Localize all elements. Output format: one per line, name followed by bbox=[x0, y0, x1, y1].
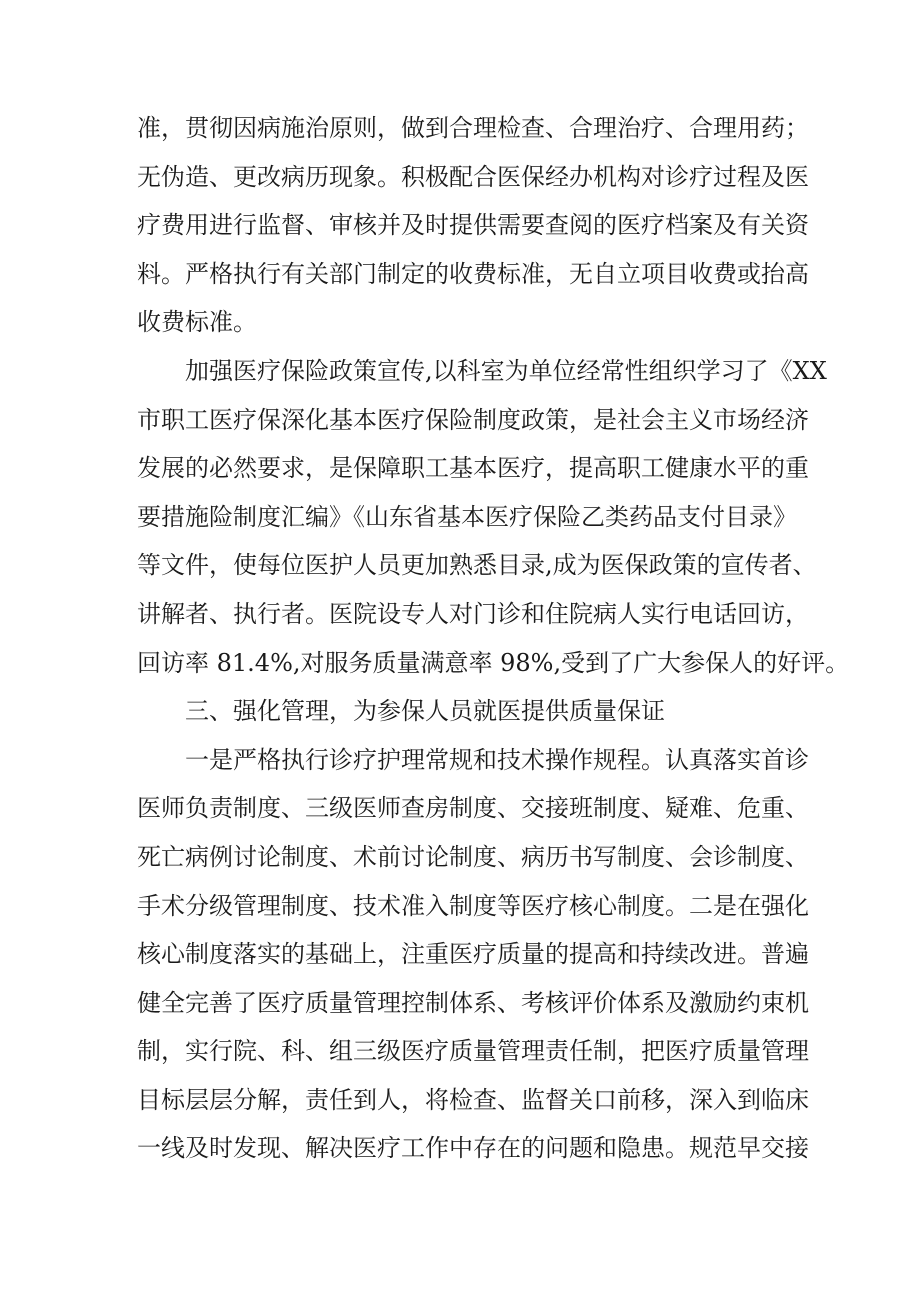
body-text bbox=[137, 104, 850, 1173]
paragraph-3 bbox=[137, 736, 809, 1173]
text-line: 一线及时发现、解决医疗工作中存在的问题和隐患。规范早交接 bbox=[137, 1134, 809, 1163]
text-line: 制，实行院、科、组三级医疗质量管理责任制，把医疗质量管理 bbox=[137, 1037, 809, 1066]
text-line: 市职工医疗保深化基本医疗保险制度政策，是社会主义市场经济 bbox=[137, 405, 809, 434]
text-line: 目标层层分解，责任到人，将检查、监督关口前移，深入到临床 bbox=[137, 1085, 809, 1114]
text-line: 无伪造、更改病历现象。积极配合医保经办机构对诊疗过程及医 bbox=[137, 162, 809, 191]
section-heading bbox=[137, 687, 797, 736]
text-line: 回访率 81.4%,对服务质量满意率 98%,受到了广大参保人的好评。 bbox=[137, 648, 850, 677]
paragraph-2 bbox=[137, 347, 850, 687]
text-line: 核心制度落实的基础上，注重医疗质量的提高和持续改进。普遍 bbox=[137, 940, 809, 969]
paragraph-1 bbox=[137, 104, 809, 347]
text-line: 一是严格执行诊疗护理常规和技术操作规程。认真落实首诊 bbox=[185, 745, 809, 774]
text-line: 加强医疗保险政策宣传,以科室为单位经常性组织学习了《XX bbox=[185, 356, 827, 385]
text-line: 健全完善了医疗质量管理控制体系、考核评价体系及激励约束机 bbox=[137, 988, 809, 1017]
text-line: 料。严格执行有关部门制定的收费标准，无自立项目收费或抬高 bbox=[137, 259, 809, 288]
heading-line: 三、强化管理，为参保人员就医提供质量保证 bbox=[185, 697, 665, 726]
text-line: 死亡病例讨论制度、术前讨论制度、病历书写制度、会诊制度、 bbox=[137, 842, 809, 871]
text-line: 准，贯彻因病施治原则，做到合理检查、合理治疗、合理用药； bbox=[137, 114, 809, 142]
text-line: 要措施险制度汇编》《山东省基本医疗保险乙类药品支付目录》 bbox=[137, 502, 797, 531]
text-line: 手术分级管理制度、技术准入制度等医疗核心制度。二是在强化 bbox=[137, 891, 809, 920]
text-line: 发展的必然要求，是保障职工基本医疗，提高职工健康水平的重 bbox=[137, 454, 809, 483]
text-line: 讲解者、执行者。医院设专人对门诊和住院病人实行电话回访， bbox=[137, 599, 809, 628]
text-line: 疗费用进行监督、审核并及时提供需要查阅的医疗档案及有关资 bbox=[137, 211, 809, 240]
text-line: 等文件，使每位医护人员更加熟悉目录,成为医保政策的宣传者、 bbox=[137, 551, 817, 580]
text-line: 医师负责制度、三级医师查房制度、交接班制度、疑难、危重、 bbox=[137, 794, 809, 823]
text-line: 收费标准。 bbox=[137, 308, 257, 337]
